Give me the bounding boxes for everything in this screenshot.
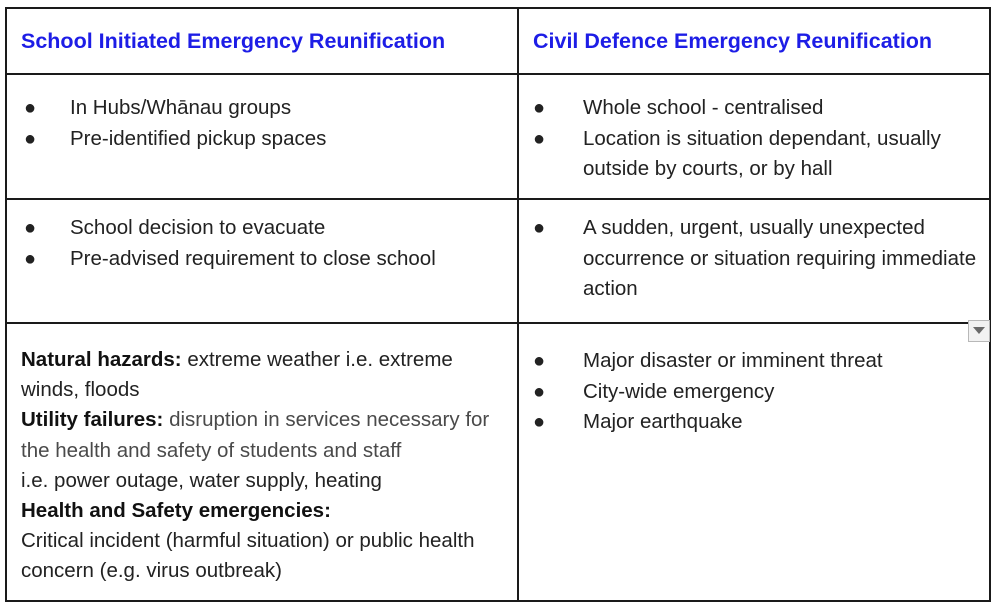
list-item: ● Pre-advised requirement to close school (7, 244, 517, 275)
row-trigger (6, 199, 990, 323)
health-safety-label: Health and Safety emergencies: (21, 499, 331, 523)
bullet-list (7, 75, 517, 154)
row-location (6, 74, 990, 199)
header-row (6, 8, 990, 74)
bullet-icon: ● (533, 97, 546, 119)
natural-hazards-label: Natural hazards: (21, 348, 182, 371)
list-item: ● Major disaster or imminent threat (519, 346, 989, 377)
utility-failures-text: disruption in services necessary for the health and safety of students and staff (21, 408, 490, 462)
bullet-icon: ● (533, 350, 546, 372)
list-item: ● A sudden, urgent, usually unexpected occurrence or situation requiring immediate action (519, 213, 989, 305)
utility-failures-examples: i.e. power outage, water supply, heating (21, 468, 382, 492)
list-item: ● Major earthquake (519, 407, 989, 438)
bullet-icon: ● (533, 380, 546, 403)
cell-school-examples (6, 323, 518, 601)
bullet-list (7, 200, 517, 274)
bullet-icon: ● (24, 247, 37, 270)
row-examples (6, 323, 990, 601)
bullet-icon: ● (24, 217, 37, 239)
header-civil-defence: Civil Defence Emergency Reunification (533, 28, 933, 53)
list-item: ● Pre-identified pickup spaces (7, 124, 517, 155)
cell-civil-location (518, 74, 990, 199)
cell-civil-trigger (518, 199, 990, 323)
utility-failures-label: Utility failures: (21, 408, 164, 432)
bullet-icon: ● (24, 127, 37, 150)
list-item: ● Whole school - centralised (519, 93, 989, 124)
bullet-list (519, 75, 989, 185)
cell-school-location (6, 74, 518, 199)
cell-civil-examples (518, 323, 990, 601)
cell-school-trigger (6, 199, 518, 323)
chevron-down-icon (973, 327, 985, 335)
reunification-table (5, 7, 991, 602)
bullet-list (519, 324, 989, 438)
natural-hazards-text: extreme weather i.e. extreme winds, floods (21, 348, 453, 402)
examples-paragraph (7, 324, 517, 587)
cell-dropdown-button[interactable] (968, 320, 990, 342)
header-cell-civil (518, 8, 990, 74)
header-cell-school (6, 8, 518, 74)
list-item: ● Location is situation dependant, usually outside by courts, or by hall (519, 124, 989, 185)
health-safety-text: Critical incident (harmful situation) or public health concern (e.g. virus outbreak) (21, 529, 475, 583)
bullet-list (519, 200, 989, 305)
header-school-initiated: School Initiated Emergency Reunification (21, 28, 446, 53)
list-item: ● School decision to evacuate (7, 213, 517, 244)
bullet-icon: ● (533, 217, 546, 239)
bullet-icon: ● (24, 97, 37, 119)
list-item: ● City-wide emergency (519, 377, 989, 408)
bullet-icon: ● (533, 127, 546, 150)
bullet-icon: ● (533, 411, 546, 433)
list-item: ● In Hubs/Whānau groups (7, 93, 517, 124)
